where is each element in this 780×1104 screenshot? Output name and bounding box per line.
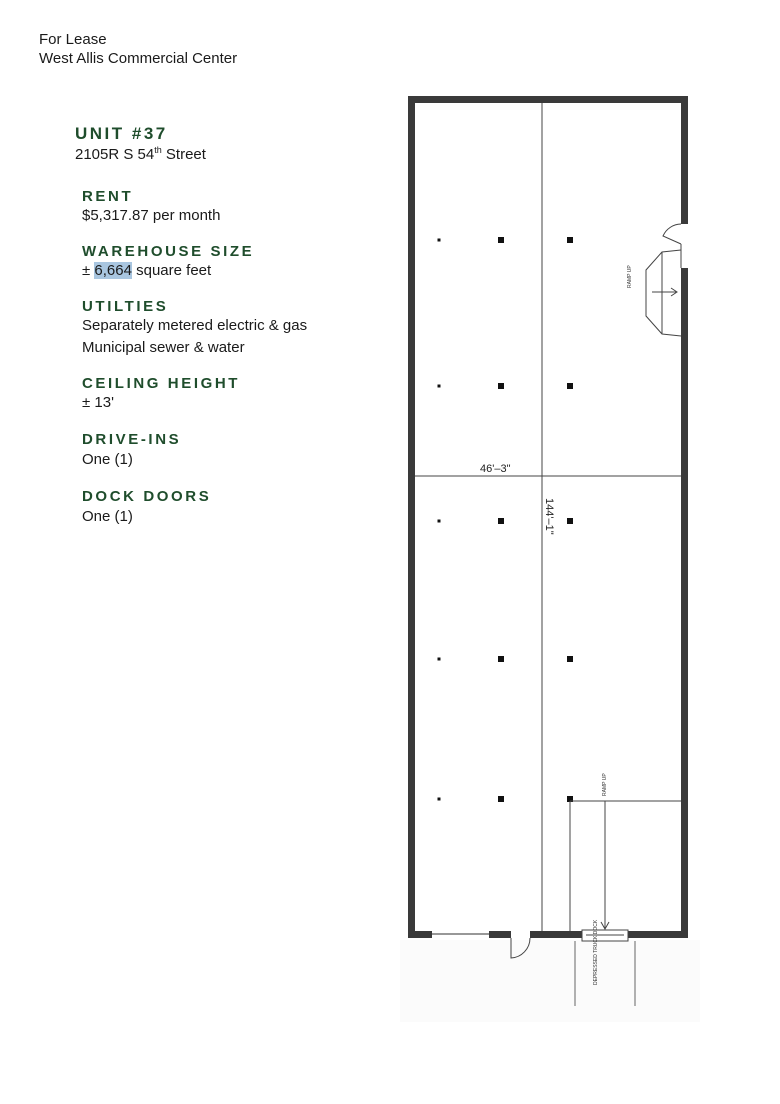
wall-left bbox=[408, 96, 415, 938]
column-3-3 bbox=[567, 518, 573, 524]
address-main: 2105R S 54 bbox=[75, 146, 155, 163]
ceiling-height-value: ± 13' bbox=[82, 394, 114, 411]
column-5-2 bbox=[498, 796, 504, 802]
wall-right-upper bbox=[681, 96, 688, 224]
wall-right-lower bbox=[681, 268, 688, 938]
column-2-3 bbox=[567, 383, 573, 389]
plan-exterior-area bbox=[400, 940, 700, 1022]
warehouse-suffix: square feet bbox=[131, 262, 212, 279]
truck-dock-label: DEPRESSED TRUCK DOCK bbox=[593, 919, 599, 985]
wall-top bbox=[408, 96, 688, 103]
wall-bottom-3 bbox=[530, 931, 582, 938]
rent-label: RENT bbox=[82, 188, 134, 205]
drive-ins-value: One (1) bbox=[82, 451, 133, 468]
utilities-line-2: Municipal sewer & water bbox=[82, 339, 245, 356]
column-4-3 bbox=[567, 656, 573, 662]
dock-doors-value: One (1) bbox=[82, 508, 133, 525]
rent-value: $5,317.87 per month bbox=[82, 207, 221, 224]
warehouse-prefix: ± bbox=[82, 262, 95, 279]
wall-bottom-4 bbox=[628, 931, 688, 938]
header-for-lease: For Lease bbox=[39, 31, 107, 48]
warehouse-size-number: 6,664 bbox=[94, 262, 132, 279]
column-3-2 bbox=[498, 518, 504, 524]
utilities-line-1: Separately metered electric & gas bbox=[82, 317, 308, 334]
width-dimension: 46'–3" bbox=[480, 463, 511, 475]
warehouse-size-label: WAREHOUSE SIZE bbox=[82, 243, 255, 260]
column-4-1 bbox=[438, 658, 441, 661]
address-sup: th bbox=[154, 145, 162, 155]
column-2-2 bbox=[498, 383, 504, 389]
column-1-3 bbox=[567, 237, 573, 243]
wall-bottom-2 bbox=[489, 931, 511, 938]
wall-bottom-1 bbox=[408, 931, 432, 938]
ceiling-height-label: CEILING HEIGHT bbox=[82, 375, 241, 392]
utilities-label: UTILTIES bbox=[82, 298, 169, 315]
unit-title: UNIT #37 bbox=[75, 124, 168, 143]
dock-doors-label: DOCK DOORS bbox=[82, 488, 212, 505]
dock-ramp bbox=[570, 801, 681, 931]
column-4-2 bbox=[498, 656, 504, 662]
header-property-name: West Allis Commercial Center bbox=[39, 50, 238, 67]
column-5-1 bbox=[438, 798, 441, 801]
column-1-2 bbox=[498, 237, 504, 243]
side-door-swing bbox=[663, 224, 681, 244]
column-1-1 bbox=[438, 239, 441, 242]
side-ramp-label: RAMP UP bbox=[627, 265, 633, 288]
column-2-1 bbox=[438, 385, 441, 388]
dock-ramp-label: RAMP UP bbox=[602, 773, 608, 796]
side-ramp bbox=[646, 250, 681, 336]
column-3-1 bbox=[438, 520, 441, 523]
length-dimension: 144'–1" bbox=[543, 498, 555, 535]
drive-ins-label: DRIVE-INS bbox=[82, 431, 182, 448]
address-tail: Street bbox=[161, 146, 206, 163]
